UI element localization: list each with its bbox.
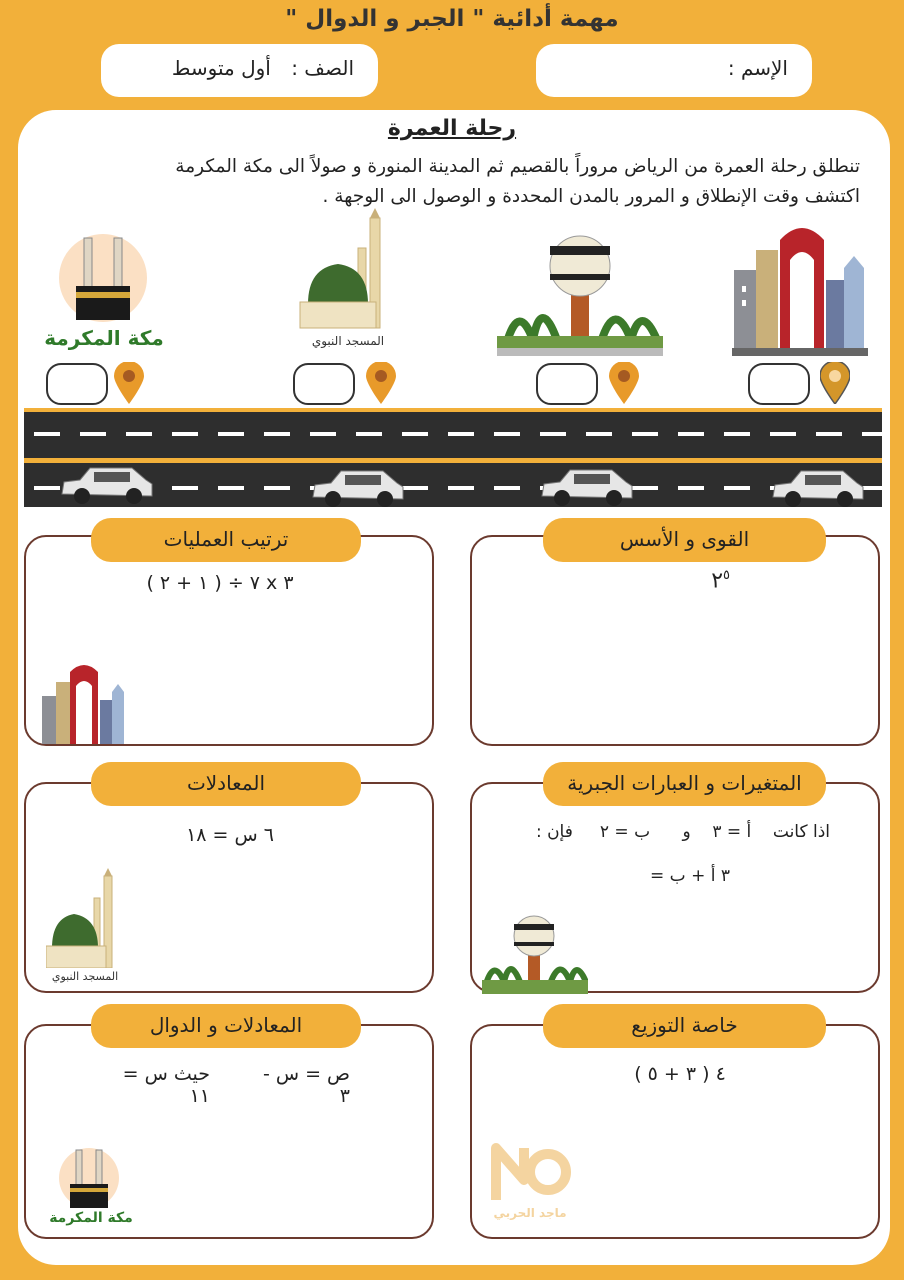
order-ops-title: ترتيب العمليات xyxy=(91,518,361,562)
kaaba-icon xyxy=(52,232,154,324)
variables-line2: ٣ أ + ب = xyxy=(650,866,730,886)
trip-intro-line2: اكتشف وقت الإنطلاق و المرور بالمدن المحددة و الوصول الى الوجهة . xyxy=(322,186,860,207)
makkah-label: مكة المكرمة xyxy=(44,326,164,350)
equations-title: المعادلات xyxy=(91,762,361,806)
power-exponent: ٥ xyxy=(723,568,730,583)
equations-expr: ٦ س = ١٨ xyxy=(186,824,274,846)
car-icon xyxy=(538,466,636,508)
masjid-nabawi-small-icon xyxy=(46,868,122,968)
order-ops-expr: ٣ x ٧ ÷ ( ١ + ٢ ) xyxy=(146,572,294,594)
masjid-nabawi-icon xyxy=(298,208,398,330)
trip-title: رحلة العمرة xyxy=(387,116,517,141)
masjid-small-label: المسجد النبوي xyxy=(51,970,119,983)
functions-title: المعادلات و الدوال xyxy=(91,1004,361,1048)
map-pin-icon xyxy=(366,362,396,404)
riyadh-skyline-icon xyxy=(732,220,868,356)
qassim-tower-small-icon xyxy=(482,914,588,994)
qassim-time-input[interactable] xyxy=(536,363,598,405)
grade-value: أول متوسط xyxy=(171,56,271,80)
map-pin-icon xyxy=(609,362,639,404)
car-icon xyxy=(309,467,407,509)
name-field[interactable] xyxy=(536,44,812,97)
distributive-expr: ٤ ( ٣ + ٥ ) xyxy=(634,1063,726,1085)
riyadh-skyline-small-icon xyxy=(40,660,126,744)
powers-card xyxy=(470,535,880,746)
madinah-time-input[interactable] xyxy=(293,363,355,405)
trip-intro-line1: تنطلق رحلة العمرة من الرياض مروراً بالقصيم ثم المدينة المنورة و صولاً الى مكة المكرمة xyxy=(175,156,860,177)
riyadh-time-input[interactable] xyxy=(748,363,810,405)
powers-title: القوى و الأسس xyxy=(543,518,826,562)
variables-line1: اذا كانت أ = ٣ و ب = ٢ فإن : xyxy=(535,822,830,842)
name-label: الإسم : xyxy=(727,56,788,80)
map-pin-icon xyxy=(114,362,144,404)
car-icon xyxy=(769,467,867,509)
makkah-time-input[interactable] xyxy=(46,363,108,405)
map-pin-icon xyxy=(820,362,850,404)
page-title: مهمة أدائية " الجبر و الدوال " xyxy=(285,6,619,32)
makkah-small-label: مكة المكرمة xyxy=(49,1210,133,1226)
powers-expr xyxy=(670,568,730,593)
author-name: ماجد الحربي xyxy=(493,1206,567,1220)
kaaba-small-icon xyxy=(56,1146,122,1212)
variables-title: المتغيرات و العبارات الجبرية xyxy=(543,762,826,806)
functions-expr1: ص = س - ٣ xyxy=(262,1063,350,1107)
grade-label: الصف : xyxy=(291,56,354,80)
functions-expr2: حيث س = ١١ xyxy=(122,1063,210,1107)
power-base: ٢ xyxy=(711,568,724,594)
author-logo-icon xyxy=(490,1140,572,1204)
qassim-tower-icon xyxy=(497,232,663,356)
car-icon xyxy=(58,464,156,506)
grade-field[interactable] xyxy=(101,44,378,97)
distributive-title: خاصة التوزيع xyxy=(543,1004,826,1048)
masjid-label: المسجد النبوي xyxy=(311,334,385,348)
